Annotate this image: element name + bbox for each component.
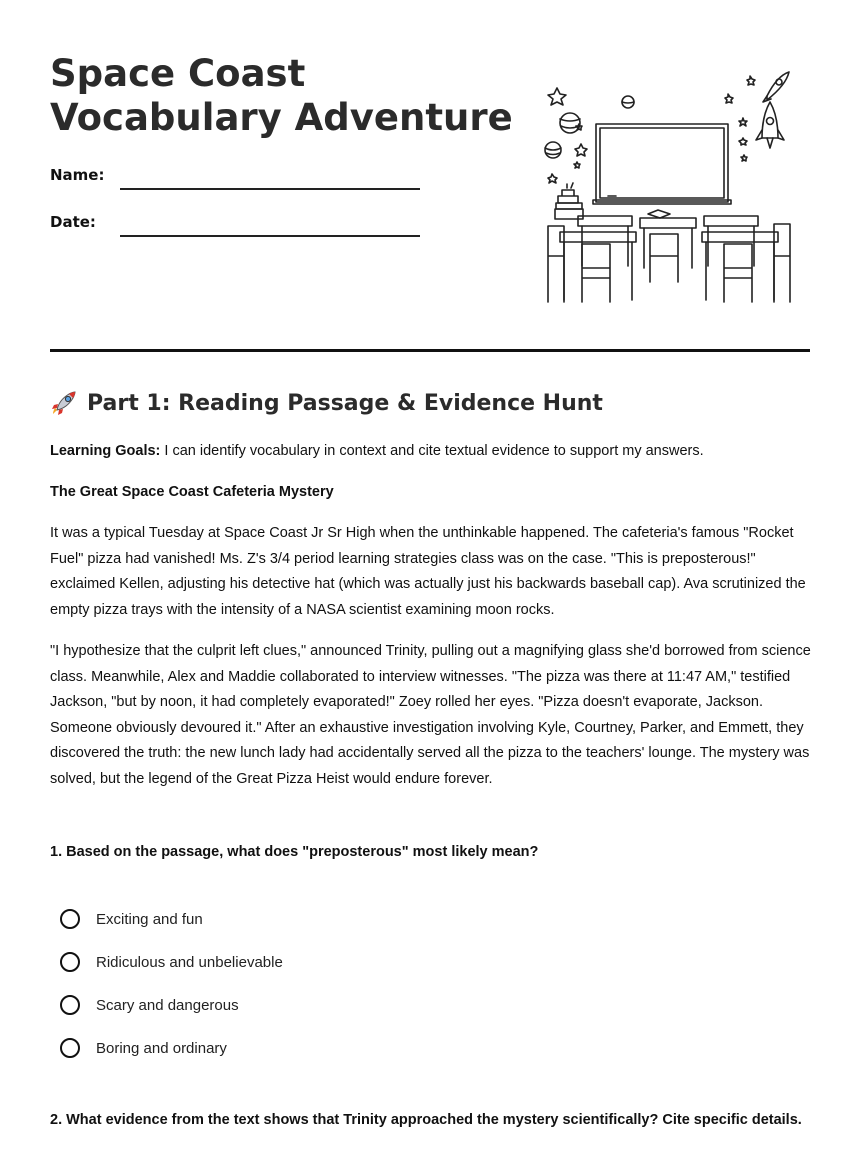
option-label: Exciting and fun <box>96 910 203 928</box>
date-field[interactable] <box>50 213 430 243</box>
question-1-option-b[interactable] <box>60 949 283 975</box>
learning-goals-label: Learning Goals: <box>50 443 161 459</box>
question-1-option-d[interactable] <box>60 1035 227 1061</box>
classroom-space-doodle-icon <box>538 66 800 310</box>
learning-goals <box>50 441 810 461</box>
radio-button[interactable] <box>60 1038 80 1058</box>
passage-title: The Great Space Coast Cafeteria Mystery <box>50 484 334 500</box>
part1-heading <box>50 389 603 417</box>
part1-heading-text: Part 1: Reading Passage & Evidence Hunt <box>87 390 603 416</box>
name-label: Name: <box>50 166 105 184</box>
passage-paragraph-2: "I hypothesize that the culprit left clues," announced Trinity, pulling out a magnifying glass she'd borrowed from science class. Meanwhile, Alex and Maddie collaborated to interview witnesses. "The pizza was there at 11:47 AM," testified Jackson, "but by noon, it had completely evaporated!" Zoey rolled her eyes. "Pizza doesn't evaporate, Jackson. Someone obviously devoured it." After an exhaustive investigation involving Kyle, Courtney, Parker, and Emmett, they discovered the truth: the new lunch lady had accidentally served all the pizza to the teachers' lounge. The mystery was solved, but the legend of the Great Pizza Heist would endure forever. <box>50 643 811 787</box>
name-input-line[interactable] <box>120 188 420 190</box>
name-field[interactable] <box>50 166 430 196</box>
question-1: 1. Based on the passage, what does "preposterous" most likely mean? <box>50 844 539 860</box>
radio-button[interactable] <box>60 909 80 929</box>
radio-button[interactable] <box>60 952 80 972</box>
radio-button[interactable] <box>60 995 80 1015</box>
question-2: 2. What evidence from the text shows that Trinity approached the mystery scientifically? Cite specific details. <box>50 1112 802 1128</box>
worksheet-title: Space Coast Vocabulary Adventure <box>50 52 513 139</box>
date-label: Date: <box>50 213 96 231</box>
option-label: Scary and dangerous <box>96 996 239 1014</box>
learning-goals-text: I can identify vocabulary in context and cite textual evidence to support my answers. <box>160 443 704 459</box>
option-label: Boring and ordinary <box>96 1039 227 1057</box>
date-input-line[interactable] <box>120 235 420 237</box>
question-1-option-c[interactable] <box>60 992 239 1018</box>
option-label: Ridiculous and unbelievable <box>96 953 283 971</box>
rocket-emoji-icon <box>50 389 78 417</box>
section-divider <box>50 349 810 352</box>
passage-paragraph-1: It was a typical Tuesday at Space Coast Jr Sr High when the unthinkable happened. The cafeteria's famous "Rocket Fuel" pizza had vanished! Ms. Z's 3/4 period learning strategies class was on the case. "This is preposterous!" exclaimed Kellen, adjusting his detective hat (which was actually just his backwards baseball cap). Ava scrutinized the empty pizza trays with the intensity of a NASA scientist examining moon rocks. <box>50 525 806 618</box>
question-1-option-a[interactable] <box>60 906 203 932</box>
